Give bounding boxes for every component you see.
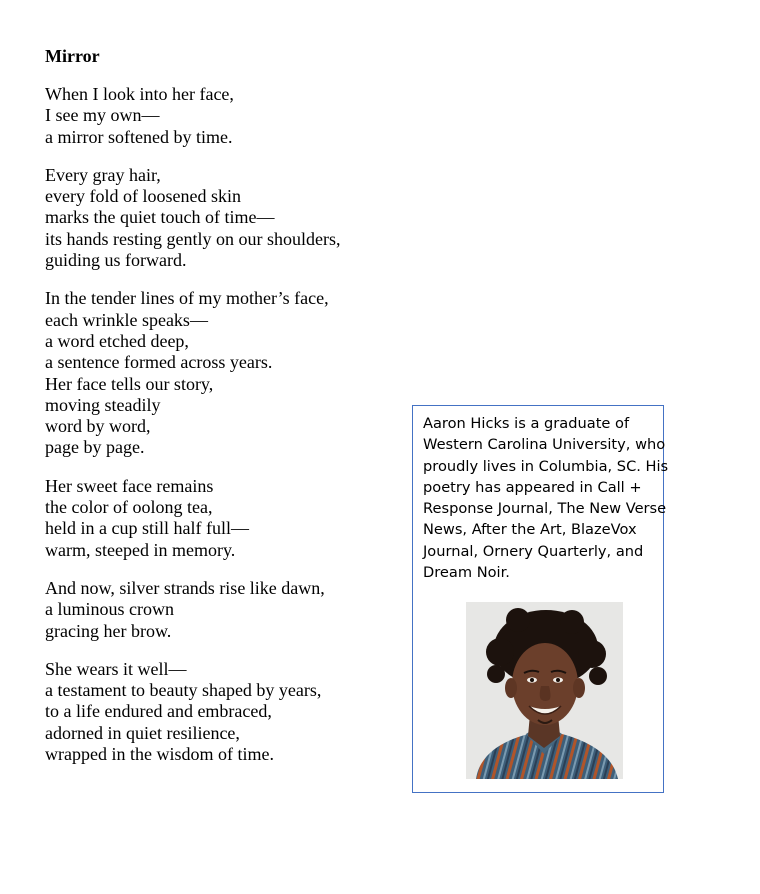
poem-line: page by page. [45, 437, 145, 458]
stanza [45, 165, 405, 271]
poem-body [45, 84, 405, 782]
bio-line: Aaron Hicks is a graduate of [423, 415, 630, 432]
poem-line: a mirror softened by time. [45, 126, 233, 147]
poem-line: a testament to beauty shaped by years, [45, 680, 322, 701]
poem-line: marks the quiet touch of time— [45, 207, 275, 228]
author-photo [466, 602, 623, 779]
author-bio-box [412, 405, 669, 793]
author-bio [423, 413, 669, 583]
poem-line: Every gray hair, [45, 164, 161, 185]
poem-line: each wrinkle speaks— [45, 309, 208, 330]
poem-line: In the tender lines of my mother’s face, [45, 288, 329, 309]
poem-line: every fold of loosened skin [45, 186, 241, 207]
poem-line: to a life endured and embraced, [45, 701, 272, 722]
stanza [45, 578, 405, 642]
bio-line: News, After the Art, BlazeVox [423, 521, 637, 539]
bio-line: Response Journal, The New Verse [423, 500, 667, 518]
stanza [45, 288, 405, 458]
poem-line: a sentence formed across years. [45, 352, 273, 373]
poem-line: adorned in quiet resilience, [45, 722, 240, 743]
poem-title: Mirror [45, 46, 100, 66]
poem-line: a luminous crown [45, 599, 174, 620]
stanza [45, 659, 405, 765]
poem-line: its hands resting gently on our shoulders, [45, 228, 341, 249]
poem-line: gracing her brow. [45, 620, 172, 641]
poem-line: I see my own— [45, 105, 160, 126]
poem-line: held in a cup still half full— [45, 518, 249, 539]
poem-line: the color of oolong tea, [45, 497, 213, 518]
poem-line: wrapped in the wisdom of time. [45, 744, 274, 765]
bio-line: Journal, Ornery Quarterly, and [423, 542, 644, 560]
poem-line: Her face tells our story, [45, 373, 214, 394]
poem-line: And now, silver strands rise like dawn, [45, 577, 325, 598]
bio-line: proudly lives in Columbia, SC. His [423, 457, 669, 475]
poem-line: Her sweet face remains [45, 475, 214, 496]
stanza [45, 84, 405, 148]
poem-line: a word etched deep, [45, 330, 189, 351]
poem-line: When I look into her face, [45, 84, 234, 104]
bio-line: Western Carolina University, who [423, 436, 666, 454]
poem-line: She wears it well— [45, 658, 187, 679]
bio-line: Dream Noir. [423, 564, 510, 582]
poem-line: guiding us forward. [45, 250, 187, 271]
poem-line: warm, steeped in memory. [45, 539, 236, 560]
stanza [45, 476, 405, 561]
bio-line: poetry has appeared in Call + [423, 478, 642, 496]
poem-line: moving steadily [45, 394, 161, 415]
poem-line: word by word, [45, 416, 151, 437]
